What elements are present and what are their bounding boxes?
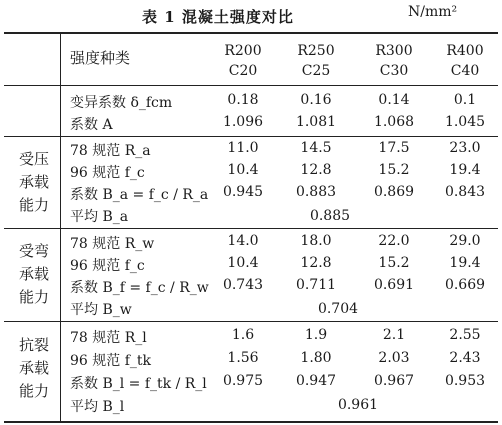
column-class: C20: [228, 63, 258, 79]
column-class: C40: [450, 63, 480, 79]
table-cell: 0.953: [444, 373, 486, 389]
table-cell: 0.883: [295, 184, 337, 200]
table-cell: 0.691: [373, 277, 415, 293]
table-cell: 29.0: [449, 233, 481, 249]
row-label: 系数 B_f = f_c / R_w: [70, 280, 209, 296]
table-cell: 2.55: [449, 327, 481, 343]
table-cell: 0.711: [295, 277, 337, 293]
group-label: [14, 240, 54, 309]
table-cell: 15.2: [378, 162, 410, 178]
group-label-line: 承载: [18, 265, 49, 283]
table-cell: 11.0: [227, 140, 259, 156]
average-value: 0.885: [309, 208, 351, 224]
group-rule-3: [4, 321, 498, 322]
row-label: 系数 B_l = f_tk / R_l: [70, 376, 207, 392]
table-cell: 10.4: [227, 255, 259, 271]
group-label: [14, 148, 54, 217]
group-label-line: 能力: [18, 288, 49, 306]
table-cell: 1.56: [227, 350, 259, 366]
table-cell: 1.045: [444, 114, 486, 130]
table-cell: 0.975: [222, 373, 264, 389]
group-label: [14, 334, 54, 403]
unit-label: N/mm²: [408, 4, 458, 20]
header-label: 强度种类: [70, 49, 131, 67]
table-cell: 1.081: [295, 114, 337, 130]
table-cell: 2.43: [449, 350, 481, 366]
group-label-line: 受弯: [18, 242, 49, 260]
table-cell: 12.8: [300, 162, 332, 178]
table-cell: 18.0: [300, 233, 332, 249]
table-cell: 1.068: [373, 114, 415, 130]
table-cell: 14.0: [227, 233, 259, 249]
table-cell: 0.743: [222, 277, 264, 293]
column-grade: R400: [446, 43, 484, 59]
table-cell: 2.1: [382, 327, 406, 343]
column-class: C25: [301, 63, 331, 79]
group-label-line: 承载: [18, 173, 49, 191]
table-title: 表 1 混凝土强度对比: [142, 8, 294, 26]
group-label-line: 能力: [18, 196, 49, 214]
table-cell: 0.16: [300, 92, 332, 108]
average-label: 平均 B_l: [70, 399, 125, 415]
table-cell: 0.1: [453, 92, 477, 108]
table-cell: 17.5: [378, 140, 410, 156]
table-cell: 23.0: [449, 140, 481, 156]
row-label: 系数 A: [70, 117, 113, 133]
group-label-line: 承载: [18, 359, 49, 377]
table-cell: 19.4: [449, 255, 481, 271]
table-cell: 10.4: [227, 162, 259, 178]
row-label: 78 规范 R_a: [70, 143, 151, 159]
group-rule-1: [4, 136, 498, 137]
average-value: 0.704: [317, 301, 359, 317]
column-grade: R200: [224, 43, 262, 59]
table-cell: 2.03: [378, 350, 410, 366]
column-class: C30: [379, 63, 409, 79]
group-label-line: 能力: [18, 382, 49, 400]
table-cell: 14.5: [300, 140, 332, 156]
row-label: 96 规范 f_tk: [70, 353, 152, 369]
table-cell: 19.4: [449, 162, 481, 178]
table-cell: 0.945: [222, 184, 264, 200]
row-label: 78 规范 R_l: [70, 330, 147, 346]
row-label: 变异系数 δ_fcm: [70, 95, 173, 111]
table-cell: 1.80: [300, 350, 332, 366]
average-value: 0.961: [337, 397, 379, 413]
table-cell: 0.18: [227, 92, 259, 108]
table-cell: 1.9: [304, 327, 328, 343]
table-title-row: [0, 0, 502, 30]
row-label: 系数 B_a = f_c / R_a: [70, 187, 209, 203]
table-cell: 1.096: [222, 114, 264, 130]
table-cell: 0.947: [295, 373, 337, 389]
table-cell: 0.14: [378, 92, 410, 108]
row-label: 96 规范 f_c: [70, 165, 145, 181]
row-label: 96 规范 f_c: [70, 258, 145, 274]
table-cell: 0.869: [373, 184, 415, 200]
average-label: 平均 B_a: [70, 209, 129, 225]
table-cell: 1.6: [231, 327, 255, 343]
column-grade: R250: [297, 43, 335, 59]
group-label-line: 受压: [18, 150, 49, 168]
table-cell: 0.843: [444, 184, 486, 200]
group-rule-2: [4, 228, 498, 229]
table-cell: 0.967: [373, 373, 415, 389]
table-cell: 0.669: [444, 277, 486, 293]
table-cell: 12.8: [300, 255, 332, 271]
table-cell: 15.2: [378, 255, 410, 271]
average-label: 平均 B_w: [70, 302, 132, 318]
column-grade: R300: [375, 43, 413, 59]
header-rule: [4, 85, 498, 86]
group-label-line: 抗裂: [18, 336, 49, 354]
top-rule: [4, 32, 498, 34]
bottom-rule: [4, 421, 498, 423]
group-column-rule: [60, 32, 61, 423]
table-cell: 22.0: [378, 233, 410, 249]
row-label: 78 规范 R_w: [70, 236, 155, 252]
